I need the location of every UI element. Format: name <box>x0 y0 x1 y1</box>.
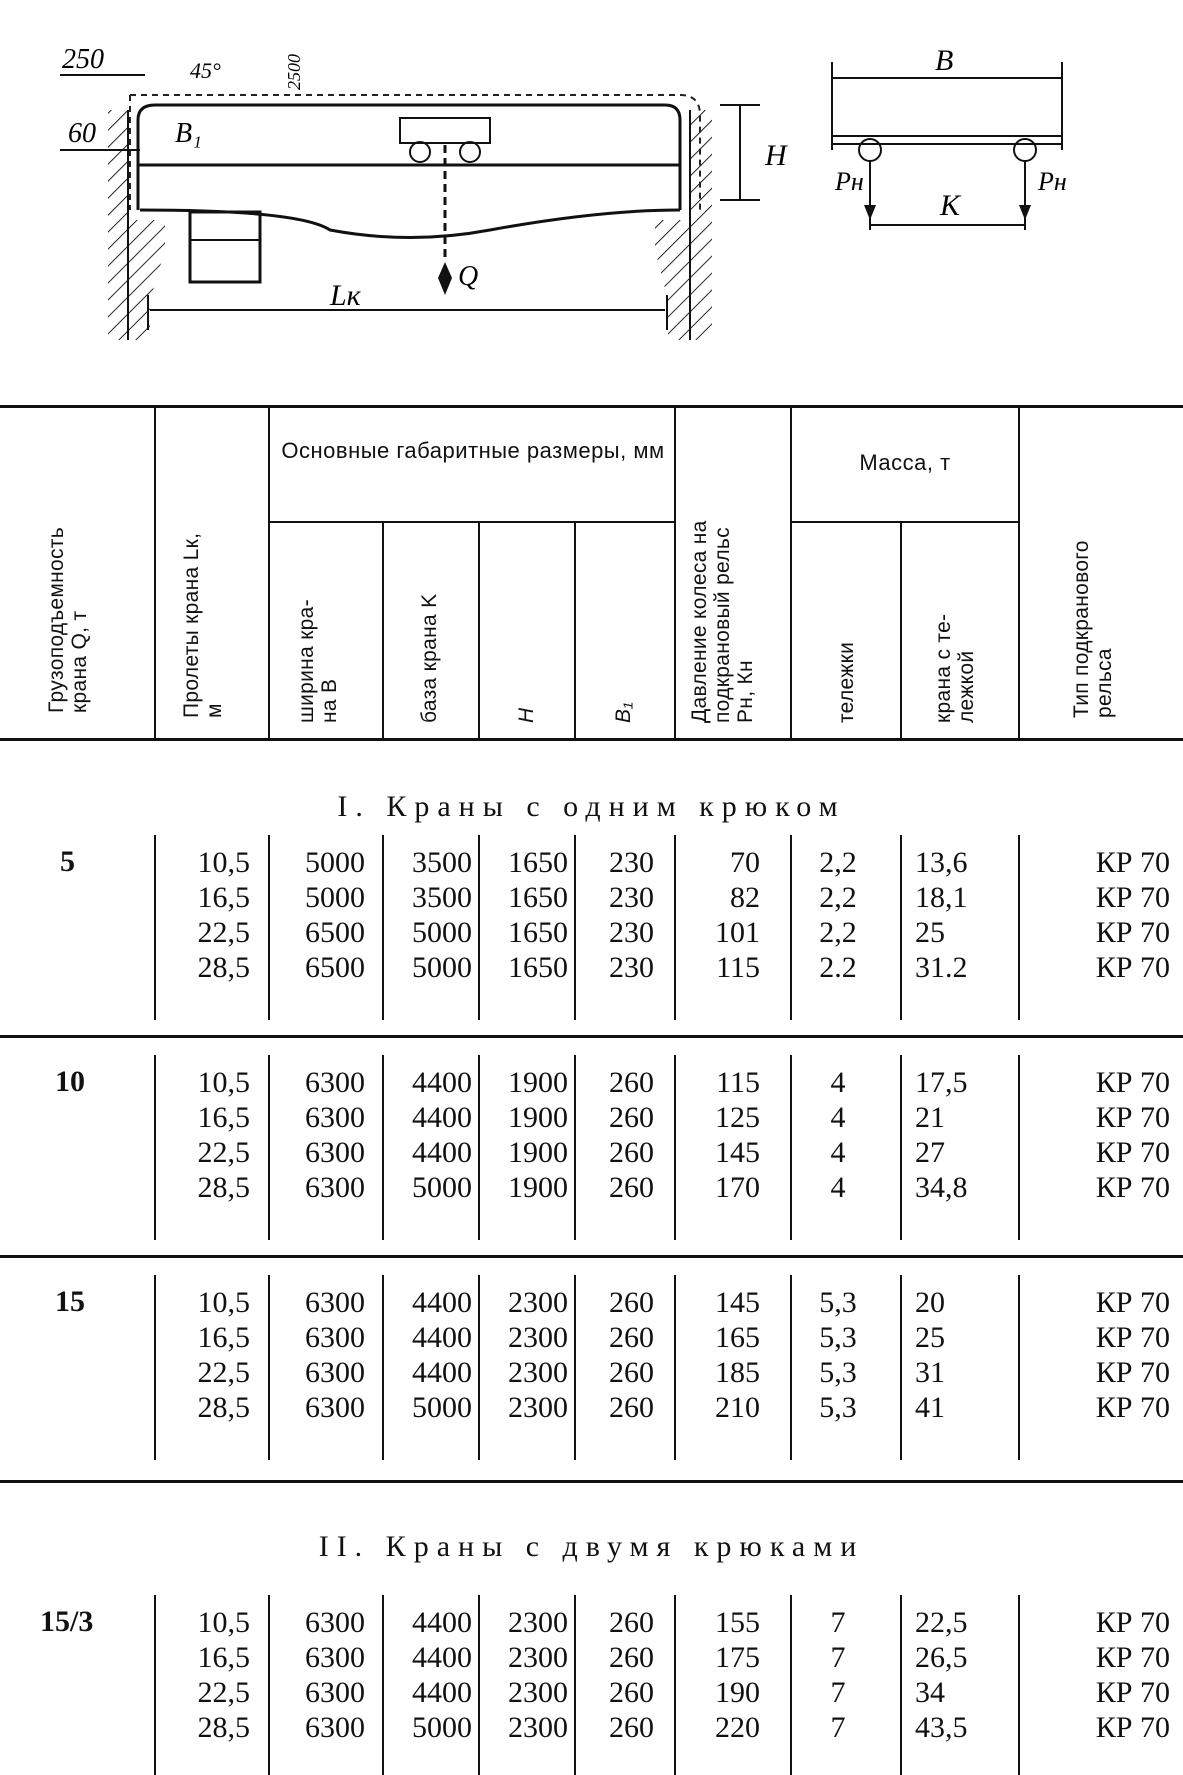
cell-crane: 17,5 <box>915 1066 968 1099</box>
column-b1 <box>590 1285 654 1425</box>
cell-width: 6300 <box>305 1356 365 1389</box>
cell-rail: КР 70 <box>1095 1286 1170 1319</box>
header-dimensions-group: Основные габаритные размеры, мм <box>281 438 665 463</box>
cell-crane: 31.2 <box>915 951 968 984</box>
cell-rail: КР 70 <box>1095 1606 1170 1639</box>
cell-width: 6300 <box>305 1286 365 1319</box>
cell-crane: 22,5 <box>915 1606 968 1639</box>
cell-trolley: 4 <box>830 1066 846 1099</box>
cell-span: 22,5 <box>197 1136 250 1169</box>
cell-width: 6300 <box>305 1101 365 1134</box>
cell-pressure: 175 <box>715 1641 760 1674</box>
cell-h: 1650 <box>508 846 568 879</box>
cell-h: 2300 <box>508 1286 568 1319</box>
cell-width: 5000 <box>305 881 365 914</box>
header-rail-type: Тип подкранового рельса <box>1070 540 1116 718</box>
cell-b1: 260 <box>609 1711 654 1744</box>
cell-base: 4400 <box>412 1641 472 1674</box>
cell-span: 10,5 <box>197 1286 250 1319</box>
cell-base: 4400 <box>412 1286 472 1319</box>
cell-base: 3500 <box>412 881 472 914</box>
cell-b1: 260 <box>609 1066 654 1099</box>
cell-crane: 34 <box>915 1676 945 1709</box>
cell-trolley: 5,3 <box>819 1321 857 1354</box>
header-base: база крана K <box>418 593 441 723</box>
cell-h: 2300 <box>508 1711 568 1744</box>
cell-h: 1900 <box>508 1136 568 1169</box>
cell-span: 10,5 <box>197 846 250 879</box>
cell-rail: КР 70 <box>1095 1321 1170 1354</box>
cell-span: 10,5 <box>197 1066 250 1099</box>
cell-crane: 34,8 <box>915 1171 968 1204</box>
cell-b1: 260 <box>609 1171 654 1204</box>
cell-span: 22,5 <box>197 1676 250 1709</box>
cell-h: 2300 <box>508 1356 568 1389</box>
cell-base: 5000 <box>412 1711 472 1744</box>
cell-trolley: 7 <box>830 1606 846 1639</box>
cell-base: 5000 <box>412 916 472 949</box>
header-trolley: тележки <box>835 641 858 723</box>
k-label: K <box>940 189 961 222</box>
cell-b1: 260 <box>609 1321 654 1354</box>
cell-b1: 260 <box>609 1286 654 1319</box>
cell-crane: 25 <box>915 1321 945 1354</box>
capacity-value: 15/3 <box>40 1605 94 1638</box>
cell-span: 16,5 <box>197 1101 250 1134</box>
section-title-single-hook: I. Краны с одним крюком <box>337 790 846 823</box>
cell-rail: КР 70 <box>1095 951 1170 984</box>
group-separator <box>0 1035 1183 1038</box>
cell-h: 1900 <box>508 1101 568 1134</box>
cell-width: 6300 <box>305 1321 365 1354</box>
cell-trolley: 4 <box>830 1101 846 1134</box>
cell-b1: 260 <box>609 1606 654 1639</box>
dim-60-label: 60 <box>68 118 96 149</box>
cell-base: 4400 <box>412 1136 472 1169</box>
cell-base: 4400 <box>412 1101 472 1134</box>
cell-b1: 230 <box>609 881 654 914</box>
cell-span: 22,5 <box>197 916 250 949</box>
cell-crane: 20 <box>915 1286 945 1319</box>
cell-crane: 21 <box>915 1101 945 1134</box>
cell-crane: 43,5 <box>915 1711 968 1744</box>
lk-label: Lк <box>330 279 361 312</box>
cell-pressure: 210 <box>715 1391 760 1424</box>
cell-pressure: 82 <box>730 881 760 914</box>
cell-width: 6500 <box>305 916 365 949</box>
cell-trolley: 7 <box>830 1641 846 1674</box>
cell-b1: 230 <box>609 846 654 879</box>
cell-width: 6300 <box>305 1136 365 1169</box>
cell-b1: 260 <box>609 1101 654 1134</box>
cell-crane: 27 <box>915 1136 945 1169</box>
cell-b1: 260 <box>609 1136 654 1169</box>
cell-pressure: 155 <box>715 1606 760 1639</box>
cell-pressure: 190 <box>715 1676 760 1709</box>
column-trolley <box>806 845 870 985</box>
column-width <box>285 1285 365 1425</box>
cell-rail: КР 70 <box>1095 1066 1170 1099</box>
cell-h: 2300 <box>508 1676 568 1709</box>
capacity-value: 15 <box>55 1285 85 1318</box>
cell-base: 5000 <box>412 1171 472 1204</box>
cell-span: 28,5 <box>197 1391 250 1424</box>
crane-diagram-svg <box>0 0 1183 380</box>
section-title-double-hook: II. Краны с двумя крюками <box>318 1530 865 1563</box>
cell-h: 2300 <box>508 1391 568 1424</box>
group-separator <box>0 1255 1183 1258</box>
cell-trolley: 4 <box>830 1171 846 1204</box>
cell-h: 1900 <box>508 1171 568 1204</box>
cell-pressure: 70 <box>730 846 760 879</box>
column-rail <box>1040 845 1170 985</box>
cell-width: 5000 <box>305 846 365 879</box>
column-rail <box>1040 1065 1170 1205</box>
cell-span: 10,5 <box>197 1606 250 1639</box>
cell-b1: 260 <box>609 1676 654 1709</box>
cell-trolley: 2,2 <box>819 916 857 949</box>
capacity-value: 5 <box>60 845 75 878</box>
cell-trolley: 7 <box>830 1676 846 1709</box>
cell-h: 2300 <box>508 1606 568 1639</box>
cell-rail: КР 70 <box>1095 1711 1170 1744</box>
column-base <box>392 1285 472 1425</box>
column-span <box>180 1285 250 1425</box>
cell-rail: КР 70 <box>1095 1641 1170 1674</box>
cell-crane: 31 <box>915 1356 945 1389</box>
b1-label: B₁ <box>175 118 202 149</box>
cell-h: 1650 <box>508 951 568 984</box>
cell-pressure: 145 <box>715 1286 760 1319</box>
cell-trolley: 2.2 <box>819 951 857 984</box>
pn-right-label: Pн <box>1038 167 1067 196</box>
cell-crane: 25 <box>915 916 945 949</box>
cell-b1: 260 <box>609 1391 654 1424</box>
cell-pressure: 115 <box>716 1066 760 1099</box>
cell-rail: КР 70 <box>1095 846 1170 879</box>
column-pressure <box>690 1605 760 1745</box>
cell-pressure: 101 <box>715 916 760 949</box>
b-label: B <box>935 44 954 77</box>
cell-b1: 230 <box>609 951 654 984</box>
cell-rail: КР 70 <box>1095 916 1170 949</box>
cell-span: 28,5 <box>197 1171 250 1204</box>
header-crane-with-trolley: крана с те- лежкой <box>932 613 978 723</box>
column-width <box>285 1065 365 1205</box>
cell-h: 1650 <box>508 881 568 914</box>
cell-width: 6300 <box>305 1606 365 1639</box>
cell-crane: 41 <box>915 1391 945 1424</box>
cell-base: 5000 <box>412 1391 472 1424</box>
cell-pressure: 115 <box>716 951 760 984</box>
cell-trolley: 4 <box>830 1136 846 1169</box>
cell-pressure: 165 <box>715 1321 760 1354</box>
column-base <box>392 845 472 985</box>
cell-h: 1650 <box>508 916 568 949</box>
cell-b1: 230 <box>609 916 654 949</box>
cell-width: 6300 <box>305 1711 365 1744</box>
cell-trolley: 5,3 <box>819 1356 857 1389</box>
cell-rail: КР 70 <box>1095 1101 1170 1134</box>
cell-trolley: 2,2 <box>819 846 857 879</box>
q-label: Q <box>458 261 479 292</box>
header-width: ширина кра- на B <box>295 599 341 723</box>
cell-b1: 260 <box>609 1356 654 1389</box>
cell-pressure: 220 <box>715 1711 760 1744</box>
column-b1 <box>590 1065 654 1205</box>
cell-width: 6500 <box>305 951 365 984</box>
cell-pressure: 145 <box>715 1136 760 1169</box>
column-trolley <box>806 1285 870 1425</box>
cell-rail: КР 70 <box>1095 1356 1170 1389</box>
crane-diagrams <box>0 0 1183 380</box>
column-h <box>488 845 568 985</box>
column-crane <box>915 1065 995 1205</box>
column-span <box>180 1065 250 1205</box>
header-h: H <box>515 707 538 723</box>
column-base <box>392 1605 472 1745</box>
cell-rail: КР 70 <box>1095 881 1170 914</box>
cell-rail: КР 70 <box>1095 1676 1170 1709</box>
cell-span: 16,5 <box>197 881 250 914</box>
column-crane <box>915 1605 995 1745</box>
cell-rail: КР 70 <box>1095 1136 1170 1169</box>
cell-trolley: 2,2 <box>819 881 857 914</box>
column-width <box>285 845 365 985</box>
cell-span: 16,5 <box>197 1641 250 1674</box>
cell-crane: 18,1 <box>915 881 968 914</box>
column-pressure <box>690 1285 760 1425</box>
header-pressure: Давление колеса на подкрановый рельс Pн, Кн <box>688 520 757 723</box>
column-trolley <box>806 1605 870 1745</box>
cell-pressure: 125 <box>715 1101 760 1134</box>
header-mass-group: Масса, т <box>859 450 951 475</box>
pn-left-label: Pн <box>835 167 864 196</box>
angle-45-label: 45° <box>190 58 221 83</box>
header-b1: B₁ <box>612 701 635 723</box>
group-separator <box>0 1480 1183 1483</box>
cell-pressure: 185 <box>715 1356 760 1389</box>
cell-h: 1900 <box>508 1066 568 1099</box>
column-b1 <box>590 845 654 985</box>
column-rail <box>1040 1605 1170 1745</box>
column-rail <box>1040 1285 1170 1425</box>
column-span <box>180 1605 250 1745</box>
column-span <box>180 845 250 985</box>
column-pressure <box>690 1065 760 1205</box>
h-label: H <box>765 139 787 172</box>
column-h <box>488 1065 568 1205</box>
capacity-value: 10 <box>55 1065 85 1098</box>
table-header <box>0 405 1183 741</box>
cell-width: 6300 <box>305 1676 365 1709</box>
cell-width: 6300 <box>305 1391 365 1424</box>
cell-crane: 13,6 <box>915 846 968 879</box>
cell-base: 5000 <box>412 951 472 984</box>
cell-h: 2300 <box>508 1321 568 1354</box>
crane-bridge <box>138 105 680 295</box>
column-crane <box>915 845 995 985</box>
cell-span: 16,5 <box>197 1321 250 1354</box>
cell-h: 2300 <box>508 1641 568 1674</box>
cell-width: 6300 <box>305 1641 365 1674</box>
cell-crane: 26,5 <box>915 1641 968 1674</box>
cell-b1: 260 <box>609 1641 654 1674</box>
column-crane <box>915 1285 995 1425</box>
cell-base: 4400 <box>412 1321 472 1354</box>
column-base <box>392 1065 472 1205</box>
dim-2500-label: 2500 <box>284 54 304 90</box>
cell-span: 28,5 <box>197 1711 250 1744</box>
cell-trolley: 7 <box>830 1711 846 1744</box>
cell-trolley: 5,3 <box>819 1286 857 1319</box>
cell-span: 22,5 <box>197 1356 250 1389</box>
cell-trolley: 5,3 <box>819 1391 857 1424</box>
cell-pressure: 170 <box>715 1171 760 1204</box>
cell-base: 4400 <box>412 1066 472 1099</box>
column-h <box>488 1285 568 1425</box>
column-trolley <box>806 1065 870 1205</box>
cell-base: 4400 <box>412 1676 472 1709</box>
header-capacity: Грузоподъемность крана Q, т <box>45 527 91 713</box>
column-pressure <box>690 845 760 985</box>
cell-width: 6300 <box>305 1171 365 1204</box>
cell-width: 6300 <box>305 1066 365 1099</box>
column-width <box>285 1605 365 1745</box>
column-b1 <box>590 1605 654 1745</box>
column-h <box>488 1605 568 1745</box>
header-spans: Пролеты крана Lк, м <box>180 532 226 718</box>
cell-rail: КР 70 <box>1095 1171 1170 1204</box>
cell-base: 3500 <box>412 846 472 879</box>
cell-rail: КР 70 <box>1095 1391 1170 1424</box>
cell-base: 4400 <box>412 1356 472 1389</box>
cell-base: 4400 <box>412 1606 472 1639</box>
cell-span: 28,5 <box>197 951 250 984</box>
dim-250-label: 250 <box>62 44 104 75</box>
